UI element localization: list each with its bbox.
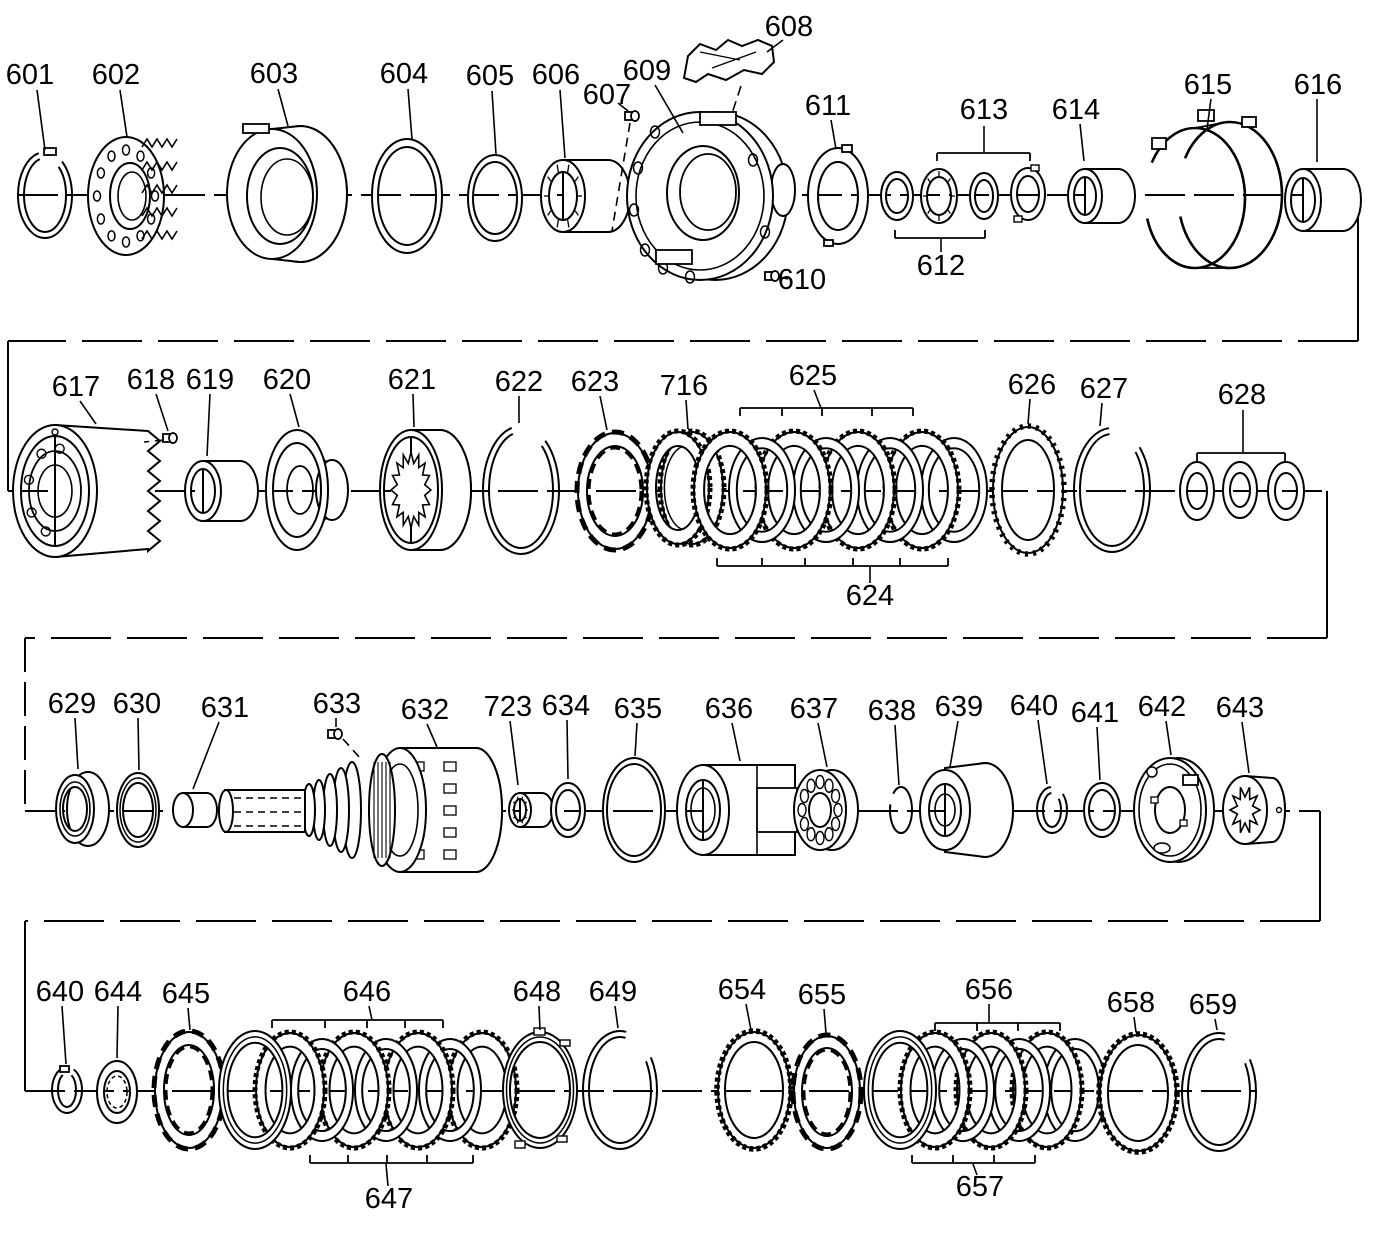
part-number-label-613: 613 (959, 94, 1009, 126)
part-number-label-623: 623 (570, 366, 620, 398)
label-602 (92, 59, 140, 137)
part-number-label-658: 658 (1106, 987, 1156, 1019)
part-number-label-603: 603 (249, 58, 299, 90)
part-number-label-605: 605 (465, 60, 515, 92)
part-number-label-624: 624 (845, 580, 895, 612)
part-605 (468, 155, 522, 241)
label-649 (589, 976, 637, 1028)
part-603 (227, 124, 347, 262)
label-634 (542, 690, 590, 779)
part-number-label-723: 723 (483, 691, 533, 723)
label-614 (1052, 94, 1100, 161)
part-number-label-716: 716 (659, 370, 709, 402)
label-610 (778, 264, 826, 296)
part-number-label-609: 609 (622, 55, 672, 87)
part-number-label-622: 622 (494, 366, 544, 398)
part-number-label-607: 607 (582, 79, 632, 111)
part-number-label-648: 648 (512, 976, 562, 1008)
part-number-label-659: 659 (1188, 989, 1238, 1021)
part-616 (1285, 169, 1361, 231)
group-bracket-646 (272, 976, 443, 1028)
part-number-label-649: 649 (588, 976, 638, 1008)
part-number-label-637: 637 (789, 693, 839, 725)
part-number-label-614: 614 (1051, 94, 1101, 126)
part-number-label-642: 642 (1137, 691, 1187, 723)
part-number-label-647: 647 (364, 1183, 414, 1215)
part-619 (185, 461, 258, 521)
label-640 (1010, 690, 1058, 784)
label-633 (313, 688, 361, 727)
part-number-label-643: 643 (1215, 692, 1265, 724)
label-605 (466, 60, 514, 154)
part-number-label-646: 646 (342, 976, 392, 1008)
group-bracket-647 (310, 1155, 473, 1215)
part-606 (541, 160, 630, 232)
part-number-label-627: 627 (1079, 373, 1129, 405)
label-616 (1294, 69, 1342, 162)
label-601 (6, 59, 54, 150)
label-603 (250, 58, 298, 126)
label-631 (193, 692, 249, 789)
part-644 (97, 1061, 137, 1123)
part-643 (1223, 776, 1285, 844)
part-number-label-654: 654 (717, 974, 767, 1006)
label-658 (1107, 987, 1155, 1032)
label-641 (1071, 697, 1119, 780)
part-number-label-628: 628 (1217, 379, 1267, 411)
label-643 (1216, 692, 1264, 773)
group-bracket-628 (1197, 379, 1285, 461)
part-number-label-640: 640 (35, 976, 85, 1008)
label-619 (186, 364, 234, 456)
label-638 (868, 695, 916, 785)
part-number-label-620: 620 (262, 364, 312, 396)
part-number-label-632: 632 (400, 694, 450, 726)
label-636 (705, 693, 753, 761)
label-604 (380, 58, 428, 139)
label-621 (388, 364, 436, 427)
part-631 (173, 793, 217, 827)
label-627 (1080, 373, 1128, 426)
centerlines-and-connectors (8, 195, 1358, 1091)
part-number-label-606: 606 (531, 59, 581, 91)
label-639 (935, 691, 983, 767)
label-606 (532, 59, 580, 158)
label-716 (660, 370, 708, 429)
label-644 (94, 976, 142, 1058)
part-number-label-621: 621 (387, 364, 437, 396)
part-number-label-618: 618 (126, 364, 176, 396)
part-number-label-616: 616 (1293, 69, 1343, 101)
label-642 (1138, 691, 1186, 755)
part-number-label-617: 617 (51, 371, 101, 403)
group-bracket-657 (912, 1155, 1035, 1203)
group-bracket-624 (717, 558, 948, 612)
part-number-label-657: 657 (955, 1171, 1005, 1203)
part-number-label-638: 638 (867, 695, 917, 727)
label-659 (1189, 989, 1237, 1030)
part-number-label-641: 641 (1070, 697, 1120, 729)
part-637 (794, 770, 858, 850)
part-609 (627, 112, 795, 283)
label-655 (798, 979, 846, 1033)
label-626 (1008, 369, 1056, 424)
label-645 (162, 978, 210, 1030)
part-number-label-630: 630 (112, 688, 162, 720)
part-602 (88, 137, 177, 255)
part-629 (56, 772, 109, 846)
part-number-label-656: 656 (964, 974, 1014, 1006)
part-number-label-645: 645 (161, 978, 211, 1010)
label-623 (571, 366, 619, 430)
part-621 (380, 430, 471, 550)
part-658 (1099, 1034, 1177, 1152)
label-654 (718, 974, 766, 1030)
part-number-label-604: 604 (379, 58, 429, 90)
part-number-label-610: 610 (777, 264, 827, 296)
label-637 (790, 693, 838, 767)
part-number-label-615: 615 (1183, 69, 1233, 101)
label-640 (36, 976, 84, 1064)
label-618 (127, 364, 175, 431)
part-632 (219, 748, 502, 872)
part-615 (1145, 110, 1282, 268)
label-620 (263, 364, 311, 427)
part-number-label-644: 644 (93, 976, 143, 1008)
part-number-label-601: 601 (5, 59, 55, 91)
part-number-label-631: 631 (200, 692, 250, 724)
part-number-label-655: 655 (797, 979, 847, 1011)
part-number-label-635: 635 (613, 693, 663, 725)
part-633 (328, 729, 360, 758)
label-632 (401, 694, 449, 747)
label-622 (495, 366, 543, 423)
label-615 (1184, 69, 1232, 129)
part-number-label-639: 639 (934, 691, 984, 723)
group-bracket-625 (740, 360, 913, 416)
label-635 (614, 693, 662, 756)
part-number-label-634: 634 (541, 690, 591, 722)
part-number-label-629: 629 (47, 688, 97, 720)
group-bracket-656 (935, 974, 1060, 1031)
part-number-label-633: 633 (312, 688, 362, 720)
part-number-label-611: 611 (804, 90, 852, 122)
part-number-label-636: 636 (704, 693, 754, 725)
label-629 (48, 688, 96, 769)
part-641 (1084, 783, 1120, 837)
part-number-label-626: 626 (1007, 369, 1057, 401)
part-number-label-619: 619 (185, 364, 235, 396)
label-611 (805, 90, 851, 149)
part-number-label-608: 608 (764, 11, 814, 43)
group-bracket-613 (937, 94, 1030, 161)
group-bracket-612 (895, 230, 985, 282)
label-648 (513, 976, 561, 1030)
part-642 (1134, 758, 1214, 862)
part-601 (18, 148, 72, 238)
part-640 (52, 1066, 82, 1113)
part-number-label-640: 640 (1009, 690, 1059, 722)
label-630 (113, 688, 161, 770)
part-number-label-602: 602 (91, 59, 141, 91)
part-number-label-625: 625 (788, 360, 838, 392)
label-617 (52, 371, 100, 424)
part-number-label-612: 612 (916, 250, 966, 282)
